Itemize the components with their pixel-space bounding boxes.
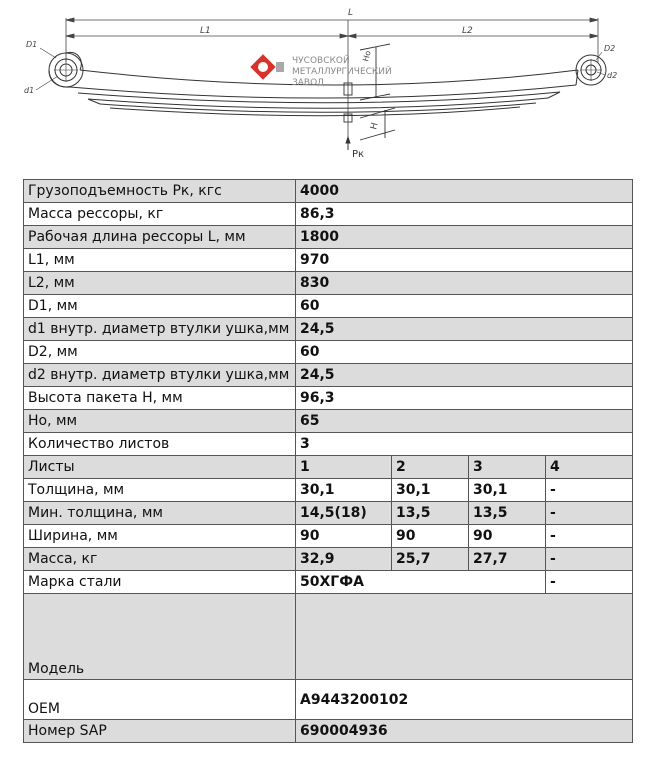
row-value: 60	[296, 341, 633, 364]
leaf-value: 25,7	[392, 548, 469, 571]
dim-d2-outer-label: D2	[604, 44, 616, 53]
table-row	[24, 571, 633, 594]
row-label: Рабочая длина рессоры L, мм	[24, 226, 296, 249]
dim-ho-label: Ho	[361, 49, 373, 63]
row-label: L2, мм	[24, 272, 296, 295]
spec-table	[23, 179, 633, 743]
row-value: 3	[296, 433, 633, 456]
leaf-number: 1	[296, 456, 392, 479]
leaf-row-label: Ширина, мм	[24, 525, 296, 548]
leaf-number: 3	[469, 456, 546, 479]
row-label: d1 внутр. диаметр втулки ушка,мм	[24, 318, 296, 341]
sap-value: 690004936	[296, 720, 633, 743]
table-row	[24, 364, 633, 387]
table-row	[24, 318, 633, 341]
table-row	[24, 226, 633, 249]
oem-value: A9443200102	[296, 680, 633, 720]
row-value: 86,3	[296, 203, 633, 226]
table-row	[24, 433, 633, 456]
leaf-value: 30,1	[392, 479, 469, 502]
table-row	[24, 479, 633, 502]
dim-l2-label: L2	[462, 26, 473, 36]
row-label: Высота пакета H, мм	[24, 387, 296, 410]
dim-l1-label: L1	[200, 26, 211, 36]
leaf-value: -	[546, 502, 633, 525]
row-value: 60	[296, 295, 633, 318]
logo-line-2: МЕТАЛЛУРГИЧЕСКИЙ	[292, 67, 392, 77]
dim-d1-inner-label: d1	[24, 86, 35, 95]
load-label: Pк	[352, 149, 365, 160]
leaf-row-label: Толщина, мм	[24, 479, 296, 502]
oem-label: OEM	[24, 680, 296, 720]
leaf-value: 30,1	[469, 479, 546, 502]
row-value: 4000	[296, 180, 633, 203]
row-value: 24,5	[296, 364, 633, 387]
row-label: Но, мм	[24, 410, 296, 433]
leaf-number: 4	[546, 456, 633, 479]
logo-line-3: ЗАВОД	[292, 78, 325, 88]
leaf-value: 27,7	[469, 548, 546, 571]
row-value: 1800	[296, 226, 633, 249]
leaf-value: 13,5	[392, 502, 469, 525]
leaf-value: 14,5(18)	[296, 502, 392, 525]
dim-d2-inner-label: d2	[607, 71, 618, 80]
dim-l-label: L	[348, 8, 354, 18]
table-row	[24, 180, 633, 203]
leaf-value: -	[546, 479, 633, 502]
leaf-value: 32,9	[296, 548, 392, 571]
leaf-value: 30,1	[296, 479, 392, 502]
steel-label: Марка стали	[24, 571, 296, 594]
dim-h-label: H	[369, 121, 381, 131]
leaf-spring-drawing	[0, 0, 650, 175]
dim-d1-outer-label: D1	[26, 40, 38, 49]
plant-logo-icon	[250, 54, 284, 79]
leaves-header-label: Листы	[24, 456, 296, 479]
row-value: 65	[296, 410, 633, 433]
table-row	[24, 387, 633, 410]
leaf-row-label: Масса, кг	[24, 548, 296, 571]
table-row	[24, 249, 633, 272]
row-label: Количество листов	[24, 433, 296, 456]
row-label: L1, мм	[24, 249, 296, 272]
sap-label: Номер SAP	[24, 720, 296, 743]
table-row	[24, 410, 633, 433]
table-row	[24, 341, 633, 364]
table-row	[24, 295, 633, 318]
table-row	[24, 502, 633, 525]
leaf-value: 13,5	[469, 502, 546, 525]
table-row	[24, 525, 633, 548]
leaf-value: 90	[296, 525, 392, 548]
steel-value: 50ХГФА	[296, 571, 546, 594]
table-row	[24, 203, 633, 226]
leaf-row-label: Мин. толщина, мм	[24, 502, 296, 525]
table-row	[24, 272, 633, 295]
logo-line-1: ЧУСОВСКОЙ	[292, 56, 350, 66]
leaf-number: 2	[392, 456, 469, 479]
leaf-value: 90	[392, 525, 469, 548]
table-row	[24, 680, 633, 720]
row-label: D1, мм	[24, 295, 296, 318]
leaf-value: 90	[469, 525, 546, 548]
row-value: 830	[296, 272, 633, 295]
table-row	[24, 720, 633, 743]
leaf-value: -	[546, 525, 633, 548]
model-value	[296, 594, 633, 680]
steel-col4: -	[546, 571, 633, 594]
model-label: Модель	[24, 594, 296, 680]
row-value: 96,3	[296, 387, 633, 410]
leaf-value: -	[546, 548, 633, 571]
row-label: D2, мм	[24, 341, 296, 364]
row-value: 970	[296, 249, 633, 272]
row-label: Грузоподъемность Рк, кгс	[24, 180, 296, 203]
table-row	[24, 548, 633, 571]
table-row	[24, 594, 633, 680]
row-value: 24,5	[296, 318, 633, 341]
table-row	[24, 456, 633, 479]
row-label: Масса рессоры, кг	[24, 203, 296, 226]
row-label: d2 внутр. диаметр втулки ушка,мм	[24, 364, 296, 387]
